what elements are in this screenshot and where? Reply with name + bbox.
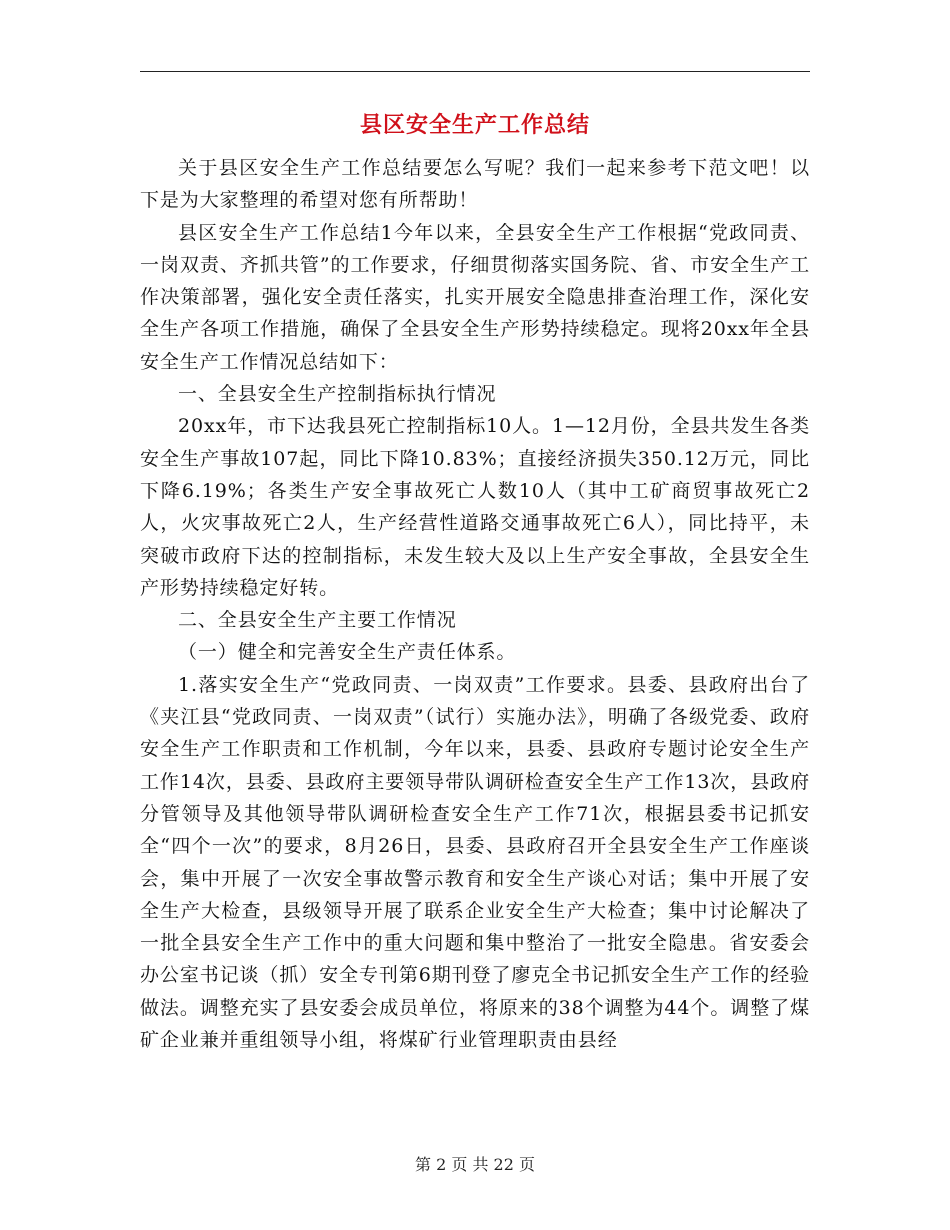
section-heading-2: 二、全县安全生产主要工作情况: [178, 609, 457, 632]
paragraph-indicators: 20xx年，市下达我县死亡控制指标10人。1—12月份，全县共发生各类安全生产事故107起，同比下降10.83%；直接经济损失350.12万元，同比下降6.19%；各类生产安全事故死亡人数10人（其中工矿商贸事故死亡2人，火灾事故死亡2人，生产经营性道路交通事故死亡6人），同比持平，未突破市政府下达的控制指标，未发生较大及以上生产安全事故，全县安全生产形势持续稳定好转。: [140, 415, 810, 599]
paragraph-intro: 关于县区安全生产工作总结要怎么写呢？我们一起来参考下范文吧！以下是为大家整理的希望对您有所帮助！: [140, 157, 810, 212]
document-body: [140, 152, 810, 1056]
header-rule: [140, 71, 810, 72]
document-title: 县区安全生产工作总结: [359, 112, 590, 138]
page-number: 第 2 页 共 22 页: [415, 1155, 535, 1174]
paragraph-summary: 县区安全生产工作总结1今年以来，全县安全生产工作根据“党政同责、一岗双责、齐抓共管”的工作要求，仔细贯彻落实国务院、省、市安全生产工作决策部署，强化安全责任落实，扎实开展安全隐患排查治理工作，深化安全生产各项工作措施，确保了全县安全生产形势持续稳定。现将20xx年全县安全生产工作情况总结如下：: [140, 221, 810, 373]
section-heading-1: 一、全县安全生产控制指标执行情况: [178, 383, 497, 406]
subsection-heading-1: （一）健全和完善安全生产责任体系。: [178, 641, 517, 664]
paragraph-responsibility: 1.落实安全生产“党政同责、一岗双责”工作要求。县委、县政府出台了《夹江县“党政同责、一岗双责”（试行）实施办法》，明确了各级党委、政府安全生产工作职责和工作机制，今年以来，县委、县政府专题讨论安全生产工作14次，县委、县政府主要领导带队调研检查安全生产工作13次，县政府分管领导及其他领导带队调研检查安全生产工作71次，根据县委书记抓安全“四个一次”的要求，8月26日，县委、县政府召开全县安全生产工作座谈会，集中开展了一次安全事故警示教育和安全生产谈心对话；集中开展了安全生产大检查，县级领导开展了联系企业安全生产大检查；集中讨论解决了一批全县安全生产工作中的重大问题和集中整治了一批安全隐患。省安委会办公室书记谈（抓）安全专刊第6期刊登了廖克全书记抓安全生产工作的经验做法。调整充实了县安委会成员单位，将原来的38个调整为44个。调整了煤矿企业兼并重组领导小组，将煤矿行业管理职责由县经: [140, 673, 810, 1052]
